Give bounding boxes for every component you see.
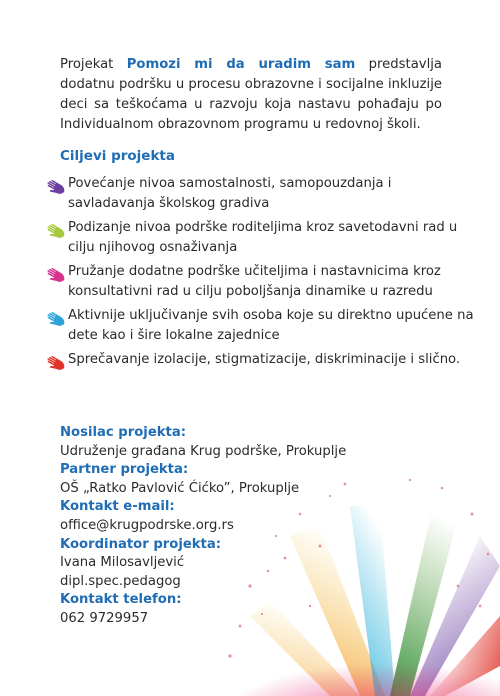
holder-label: Nosilac projekta: [60,425,187,440]
goal-item [46,174,478,214]
phone-label: Kontakt telefon: [60,592,182,608]
intro-suffix: predstavlja dodatnu podršku u procesu obrazovne i socijalne inkluzije deci sa teškoćama u razvoju koja nastavu pohađaju po Individualnom obrazovnom programu u redovnoj školi. [60,57,443,132]
goal-item [46,218,478,258]
partner-label: Partner projekta: [60,462,189,478]
color-powder-splash-image [210,466,500,696]
phone-value: 062 9729957 [60,610,149,626]
goals-title: Ciljevi projekta [60,148,175,164]
coordinator-title: dipl.spec.pedagog [60,573,181,589]
intro-paragraph [60,55,442,135]
powder-streaks [220,496,500,696]
goal-text: Podizanje nivoa podrške roditeljima kroz savetodavni rad u cilju njihovog osnaživanja [68,220,458,255]
goal-text: Pružanje dodatne podrške učiteljima i nastavnicima kroz konsultativni rad u cilju poboljšanja dinamike u razredu [68,264,441,299]
coordinator-label: Koordinator projekta: [60,536,222,552]
goal-item [46,262,478,302]
email-value: office@krugpodrske.org.rs [60,517,234,533]
goal-text: Povećanje nivoa samostalnosti, samopouzdanja i savladavanja školskog gradiva [68,176,392,211]
holder-value: Udruženje građana Krug podrške, Prokuplje [60,443,347,459]
goal-text: Sprečavanje izolacije, stigmatizacije, diskriminacije i slično. [68,352,461,367]
goal-item [46,306,478,346]
goal-item [46,350,478,370]
purple-hand-print-icon [46,175,68,197]
red-hand-print-icon [46,351,68,373]
coordinator-name: Ivana Milosavljević [60,555,185,571]
green-hand-print-icon [46,219,68,241]
pink-hand-print-icon [46,263,68,285]
goal-text: Aktivnije uključivanje svih osoba koje su direktno upućene na dete kao i šire lokalne zajednice [68,308,474,343]
partner-value: OŠ „Ratko Pavlović Ćićko”, Prokuplje [60,480,300,496]
blue-hand-print-icon [46,307,68,329]
intro-prefix: Projekat [60,57,127,72]
email-label: Kontakt e-mail: [60,499,175,515]
project-name: Pomozi mi da uradim sam [126,57,356,72]
